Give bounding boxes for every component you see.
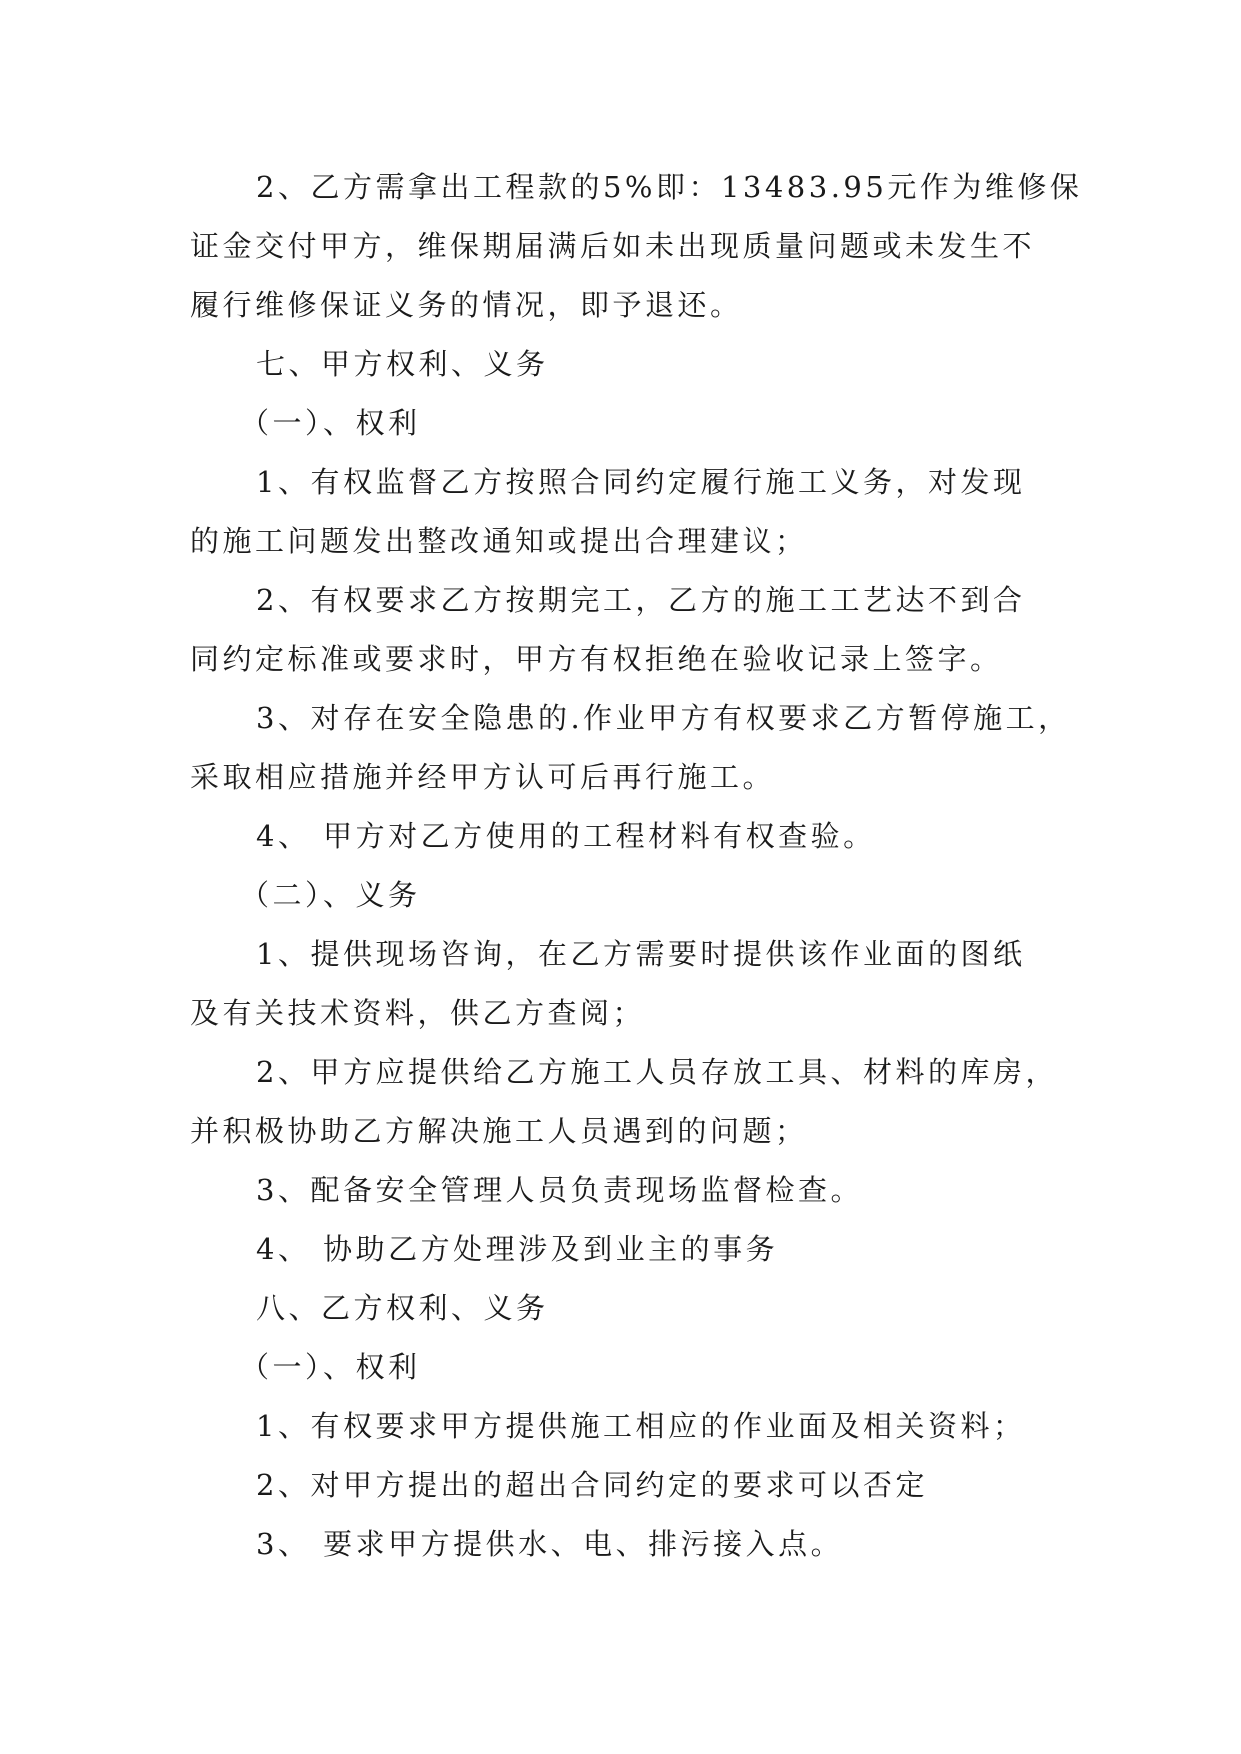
subsection-heading-rights: （一）、权利	[240, 1350, 421, 1384]
paragraph-a-obligation-4: 4、 协助乙方处理涉及到业主的事务	[256, 1232, 779, 1266]
text-line: 1、有权监督乙方按照合同约定履行施工义务，对发现	[256, 465, 1026, 499]
text-line: 及有关技术资料，供乙方查阅；	[190, 996, 646, 1030]
document-body	[190, 158, 1083, 1574]
text-line: 3、对存在安全隐患的.作业甲方有权要求乙方暂停施工，	[256, 701, 1071, 735]
paragraph-b-right-2: 2、对甲方提出的超出合同约定的要求可以否定	[256, 1468, 928, 1502]
text-line: 履行维修保证义务的情况，即予退还。	[190, 288, 743, 322]
paragraph-b-right-3: 3、 要求甲方提供水、电、排污接入点。	[256, 1527, 844, 1561]
text-line: 同约定标准或要求时，甲方有权拒绝在验收记录上签字。	[190, 642, 1003, 676]
paragraph-b-right-1: 1、有权要求甲方提供施工相应的作业面及相关资料；	[256, 1409, 1026, 1443]
subsection-heading-rights: （一）、权利	[240, 406, 421, 440]
paragraph-a-right-4: 4、 甲方对乙方使用的工程材料有权查验。	[256, 819, 876, 853]
paragraph-a-obligation-1	[190, 925, 1060, 1043]
paragraph-a-right-3	[190, 689, 1071, 807]
text-line: 1、提供现场咨询，在乙方需要时提供该作业面的图纸	[256, 937, 1026, 971]
paragraph-a-right-1	[190, 453, 1060, 571]
paragraph-a-obligation-2	[190, 1043, 1060, 1161]
paragraph-a-right-2	[190, 571, 1060, 689]
section-heading-party-a: 七、甲方权利、义务	[256, 347, 549, 381]
section-heading-party-b: 八、乙方权利、义务	[256, 1291, 549, 1325]
text-line: 采取相应措施并经甲方认可后再行施工。	[190, 760, 776, 794]
text-line: 2、有权要求乙方按期完工，乙方的施工工艺达不到合	[256, 583, 1026, 617]
text-line: 证金交付甲方，维保期届满后如未出现质量问题或未发生不	[190, 229, 1036, 263]
text-line: 的施工问题发出整改通知或提出合理建议；	[190, 524, 808, 558]
text-line: 2、乙方需拿出工程款的5%即：13483.95元作为维修保	[256, 170, 1083, 204]
paragraph-a-obligation-3: 3、配备安全管理人员负责现场监督检查。	[256, 1173, 863, 1207]
subsection-heading-obligations: （二）、义务	[240, 878, 421, 912]
paragraph-warranty-deposit	[190, 158, 1083, 335]
text-line: 并积极协助乙方解决施工人员遇到的问题；	[190, 1114, 808, 1148]
text-line: 2、甲方应提供给乙方施工人员存放工具、材料的库房，	[256, 1055, 1058, 1089]
